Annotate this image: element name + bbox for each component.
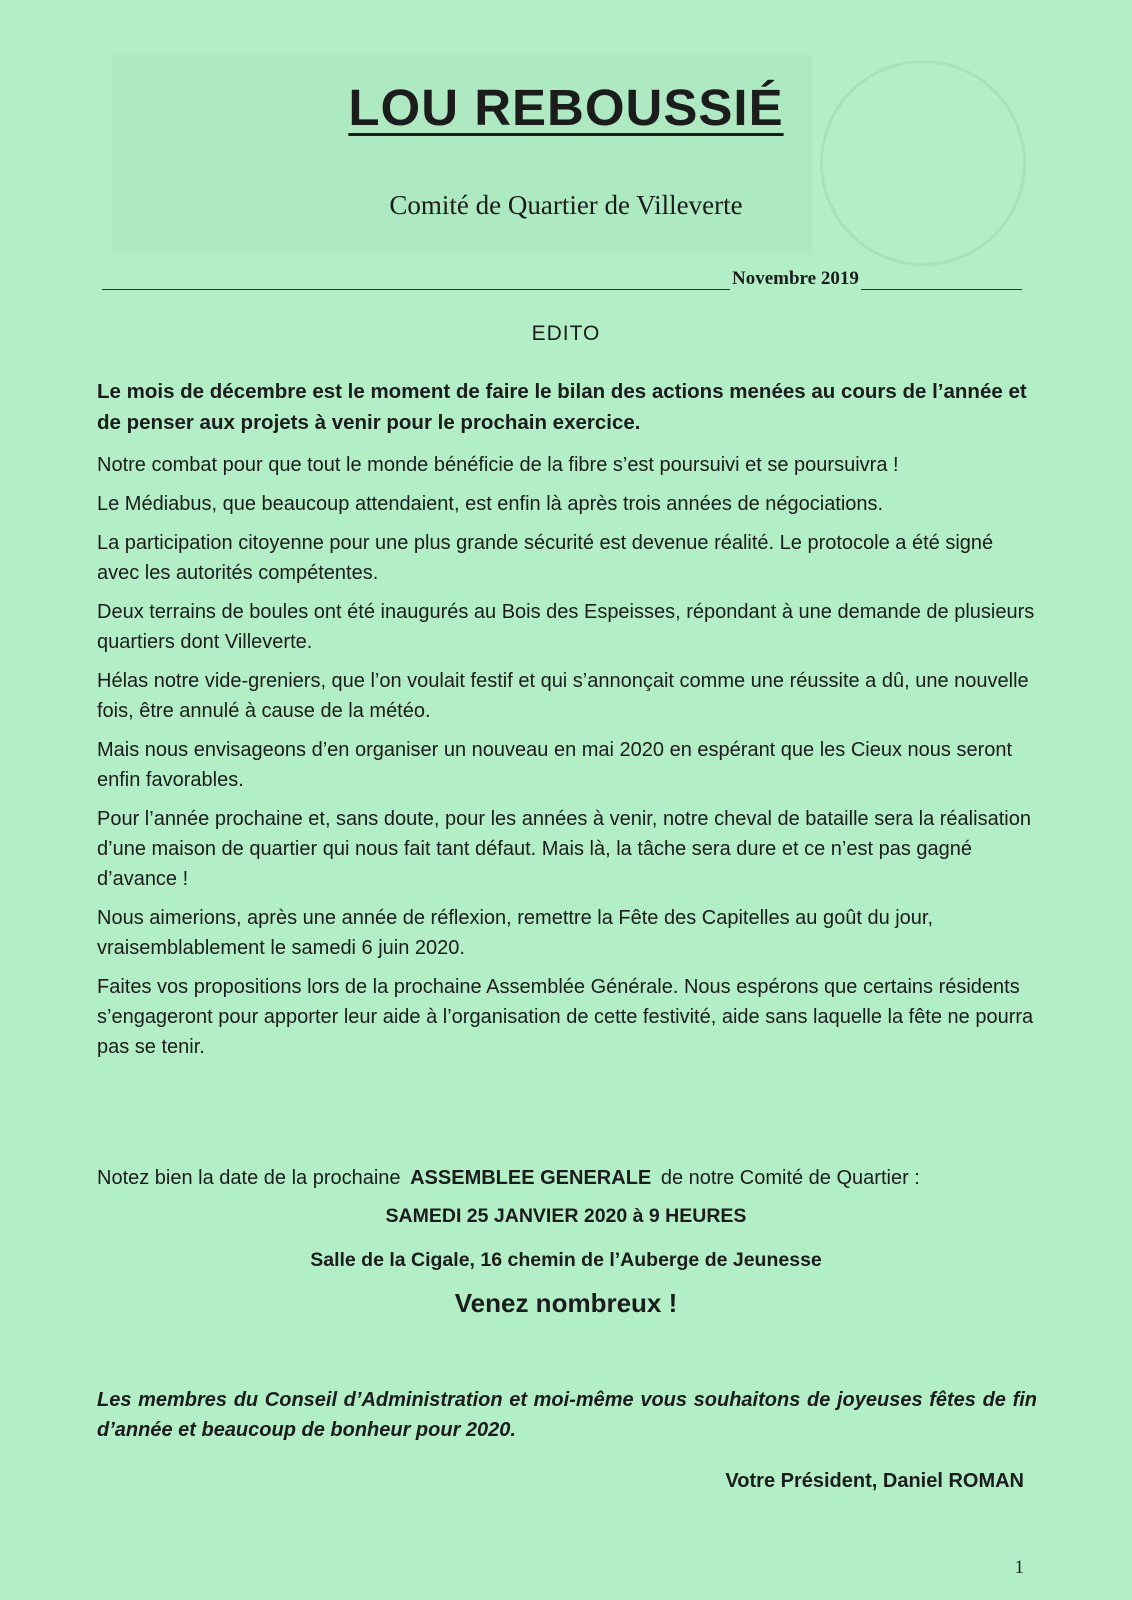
edito-paragraph: Hélas notre vide-greniers, que l’on voulait festif et qui s’annonçait comme une réussite a dû, une nouvelle fois, être annulé à cause de la météo. [97, 670, 1029, 722]
assembly-place: Salle de la Cigale, 16 chemin de l’Auberge de Jeunesse [310, 1249, 822, 1271]
edito-paragraph: Notre combat pour que tout le monde bénéficie de la fibre s’est poursuivi et se poursuivra ! [97, 454, 899, 476]
issue-date: Novembre 2019 [732, 268, 859, 289]
dateline-rule-left [102, 289, 730, 290]
edito-body [97, 376, 1037, 1071]
newsletter-subtitle: Comité de Quartier de Villeverte [389, 190, 743, 220]
edito-paragraph: Deux terrains de boules ont été inaugurés au Bois des Espeisses, répondant à une demande de plusieurs quartiers dont Villeverte. [97, 601, 1035, 653]
edito-paragraph: Pour l’année prochaine et, sans doute, pour les années à venir, notre cheval de bataille sera la réalisation d’une maison de quartier qui nous fait tant défaut. Mais là, la tâche sera dure et ce n’est pas gagné d’avance ! [97, 808, 1031, 890]
assembly-date: SAMEDI 25 JANVIER 2020 à 9 HEURES [385, 1205, 747, 1227]
edito-paragraph: La participation citoyenne pour une plus grande sécurité est devenue réalité. Le protocole a été signé avec les autorités compétentes. [97, 532, 994, 584]
closing-wishes: Les membres du Conseil d’Administration et moi-même vous souhaitons de joyeuses fêtes de fin d’année et beaucoup de bonheur pour 2020. [97, 1389, 1037, 1441]
newsletter-title-text: LOU REBOUSSIÉ [348, 79, 784, 136]
edito-lead: Le mois de décembre est le moment de faire le bilan des actions menées au cours de l’année et de penser aux projets à venir pour le prochain exercice. [97, 380, 1027, 434]
edito-heading: EDITO [531, 322, 601, 345]
dateline-rule-right [861, 289, 1022, 290]
edito-paragraph: Nous aimerions, après une année de réflexion, remettre la Fête des Capitelles au goût du jour, vraisemblablement le samedi 6 juin 2020. [97, 907, 934, 959]
assembly-outro: de notre Comité de Quartier : [660, 1167, 920, 1189]
page-number: 1 [1014, 1557, 1024, 1578]
issue-dateline [102, 264, 1022, 290]
president-signature: Votre Président, Daniel ROMAN [725, 1470, 1024, 1492]
assembly-call: Venez nombreux ! [454, 1288, 678, 1318]
edito-paragraph: Mais nous envisageons d’en organiser un nouveau en mai 2020 en espérant que les Cieux nous seront enfin favorables. [97, 739, 1013, 791]
assembly-name: ASSEMBLEE GENERALE [410, 1167, 652, 1189]
newsletter-title [0, 78, 1132, 137]
edito-paragraph: Le Médiabus, que beaucoup attendaient, est enfin là après trois années de négociations. [97, 493, 884, 515]
assembly-notice [97, 1163, 1037, 1193]
edito-paragraph: Faites vos propositions lors de la prochaine Assemblée Générale. Nous espérons que certains résidents s’engageront pour apporter leur aide à l’organisation de cette festivité, aide sans laquelle la fête ne pourra pas se tenir. [97, 976, 1034, 1058]
assembly-intro: Notez bien la date de la prochaine [97, 1167, 401, 1189]
